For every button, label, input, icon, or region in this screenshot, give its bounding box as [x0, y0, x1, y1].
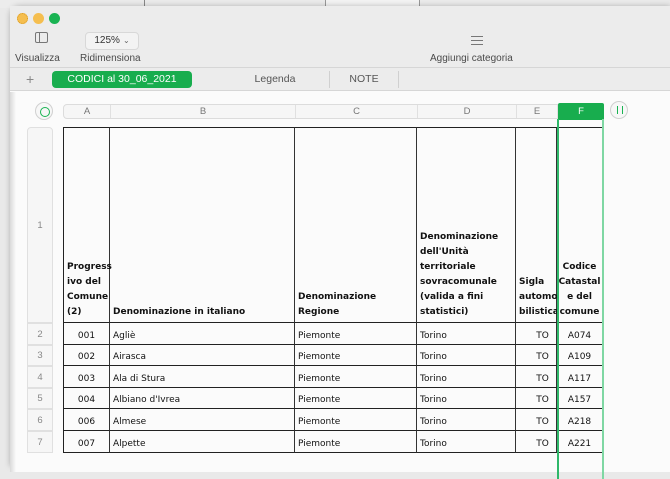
view-label: Visualizza: [15, 53, 60, 64]
freeze-columns-button[interactable]: [610, 101, 628, 119]
row-header-7[interactable]: 7: [27, 431, 53, 453]
column-header-d[interactable]: D: [418, 105, 517, 118]
table-cell[interactable]: Piemonte: [295, 431, 417, 453]
row-header-2[interactable]: 2: [27, 323, 53, 345]
add-sheet-button[interactable]: +: [26, 71, 35, 87]
add-category-button[interactable]: Aggiungi categoria: [430, 53, 513, 64]
table-cell[interactable]: Torino: [417, 345, 516, 366]
minimize-button[interactable]: [33, 13, 44, 24]
tab-note[interactable]: NOTE: [329, 71, 399, 88]
numbers-window: [10, 6, 670, 466]
table-cell[interactable]: TO: [516, 431, 557, 453]
table-cell[interactable]: TO: [516, 345, 557, 366]
header-cell-denominazione[interactable]: Denominazione in italiano: [110, 127, 295, 323]
table-cell[interactable]: 002: [63, 345, 110, 366]
table-cell[interactable]: Ala di Stura: [110, 366, 295, 388]
resize-label: Ridimensiona: [80, 53, 141, 64]
table-cell[interactable]: A218: [557, 409, 603, 431]
zoom-select[interactable]: [85, 32, 139, 50]
toolbar: [10, 6, 670, 68]
row-header-5[interactable]: 5: [27, 388, 53, 409]
zoom-value: 125%: [94, 35, 120, 46]
tab-legenda[interactable]: Legenda: [254, 73, 296, 85]
maximize-button[interactable]: [49, 13, 60, 24]
column-header-c[interactable]: C: [296, 105, 418, 118]
column-header-bar: [63, 104, 604, 119]
row-header-6[interactable]: 6: [27, 409, 53, 431]
close-button[interactable]: [17, 13, 28, 24]
table-cell[interactable]: TO: [516, 323, 557, 345]
table-cell[interactable]: 004: [63, 388, 110, 409]
table-cell[interactable]: TO: [516, 366, 557, 388]
table-cell[interactable]: A117: [557, 366, 603, 388]
traffic-lights: [17, 13, 60, 24]
table-cell[interactable]: 001: [63, 323, 110, 345]
table-cell[interactable]: Torino: [417, 431, 516, 453]
table-cell[interactable]: Piemonte: [295, 323, 417, 345]
table-cell[interactable]: TO: [516, 388, 557, 409]
select-table-button[interactable]: [35, 102, 53, 120]
column-header-f[interactable]: F: [558, 103, 604, 120]
table-cell[interactable]: 003: [63, 366, 110, 388]
column-header-e[interactable]: E: [517, 105, 558, 118]
column-header-b[interactable]: B: [111, 105, 296, 118]
header-cell-unita-territoriale[interactable]: Denominazione dell'Unità territoriale sovracomunale (valida a fini statistici): [417, 127, 516, 323]
row-header-1[interactable]: 1: [27, 127, 53, 323]
table-cell[interactable]: A109: [557, 345, 603, 366]
row-header-3[interactable]: 3: [27, 345, 53, 366]
table-cell[interactable]: TO: [516, 409, 557, 431]
table-cell[interactable]: Agliè: [110, 323, 295, 345]
sheet-canvas: [10, 92, 670, 472]
table-cell[interactable]: Piemonte: [295, 345, 417, 366]
table-cell[interactable]: Piemonte: [295, 366, 417, 388]
table-cell[interactable]: Piemonte: [295, 409, 417, 431]
table-cell[interactable]: Torino: [417, 388, 516, 409]
header-cell-codice-catastale[interactable]: Codice Catastal e del comune: [557, 127, 603, 323]
table-cell[interactable]: A157: [557, 388, 603, 409]
header-cell-progressivo[interactable]: Progress ivo del Comune (2): [63, 127, 110, 323]
sidebar-icon: [35, 32, 48, 43]
table-cell[interactable]: 007: [63, 431, 110, 453]
tab-codici[interactable]: CODICI al 30_06_2021: [52, 71, 192, 88]
table-cell[interactable]: Airasca: [110, 345, 295, 366]
row-header-4[interactable]: 4: [27, 366, 53, 388]
table-cell[interactable]: A074: [557, 323, 603, 345]
sheet-tab-bar: [10, 68, 670, 91]
table-cell[interactable]: Alpette: [110, 431, 295, 453]
list-icon[interactable]: [471, 36, 483, 45]
table-cell[interactable]: Albiano d'Ivrea: [110, 388, 295, 409]
table-cell[interactable]: A221: [557, 431, 603, 453]
table-cell[interactable]: Torino: [417, 409, 516, 431]
column-header-a[interactable]: A: [64, 105, 111, 118]
left-edge-shadow: [10, 92, 16, 472]
table-cell[interactable]: 006: [63, 409, 110, 431]
table-cell[interactable]: Torino: [417, 366, 516, 388]
header-cell-sigla[interactable]: Sigla automo bilistica: [516, 127, 557, 323]
table-cell[interactable]: Piemonte: [295, 388, 417, 409]
table-cell[interactable]: Torino: [417, 323, 516, 345]
table-cell[interactable]: Almese: [110, 409, 295, 431]
chevron-down-icon: ⌄: [122, 36, 130, 45]
header-cell-regione[interactable]: Denominazione Regione: [295, 127, 417, 323]
